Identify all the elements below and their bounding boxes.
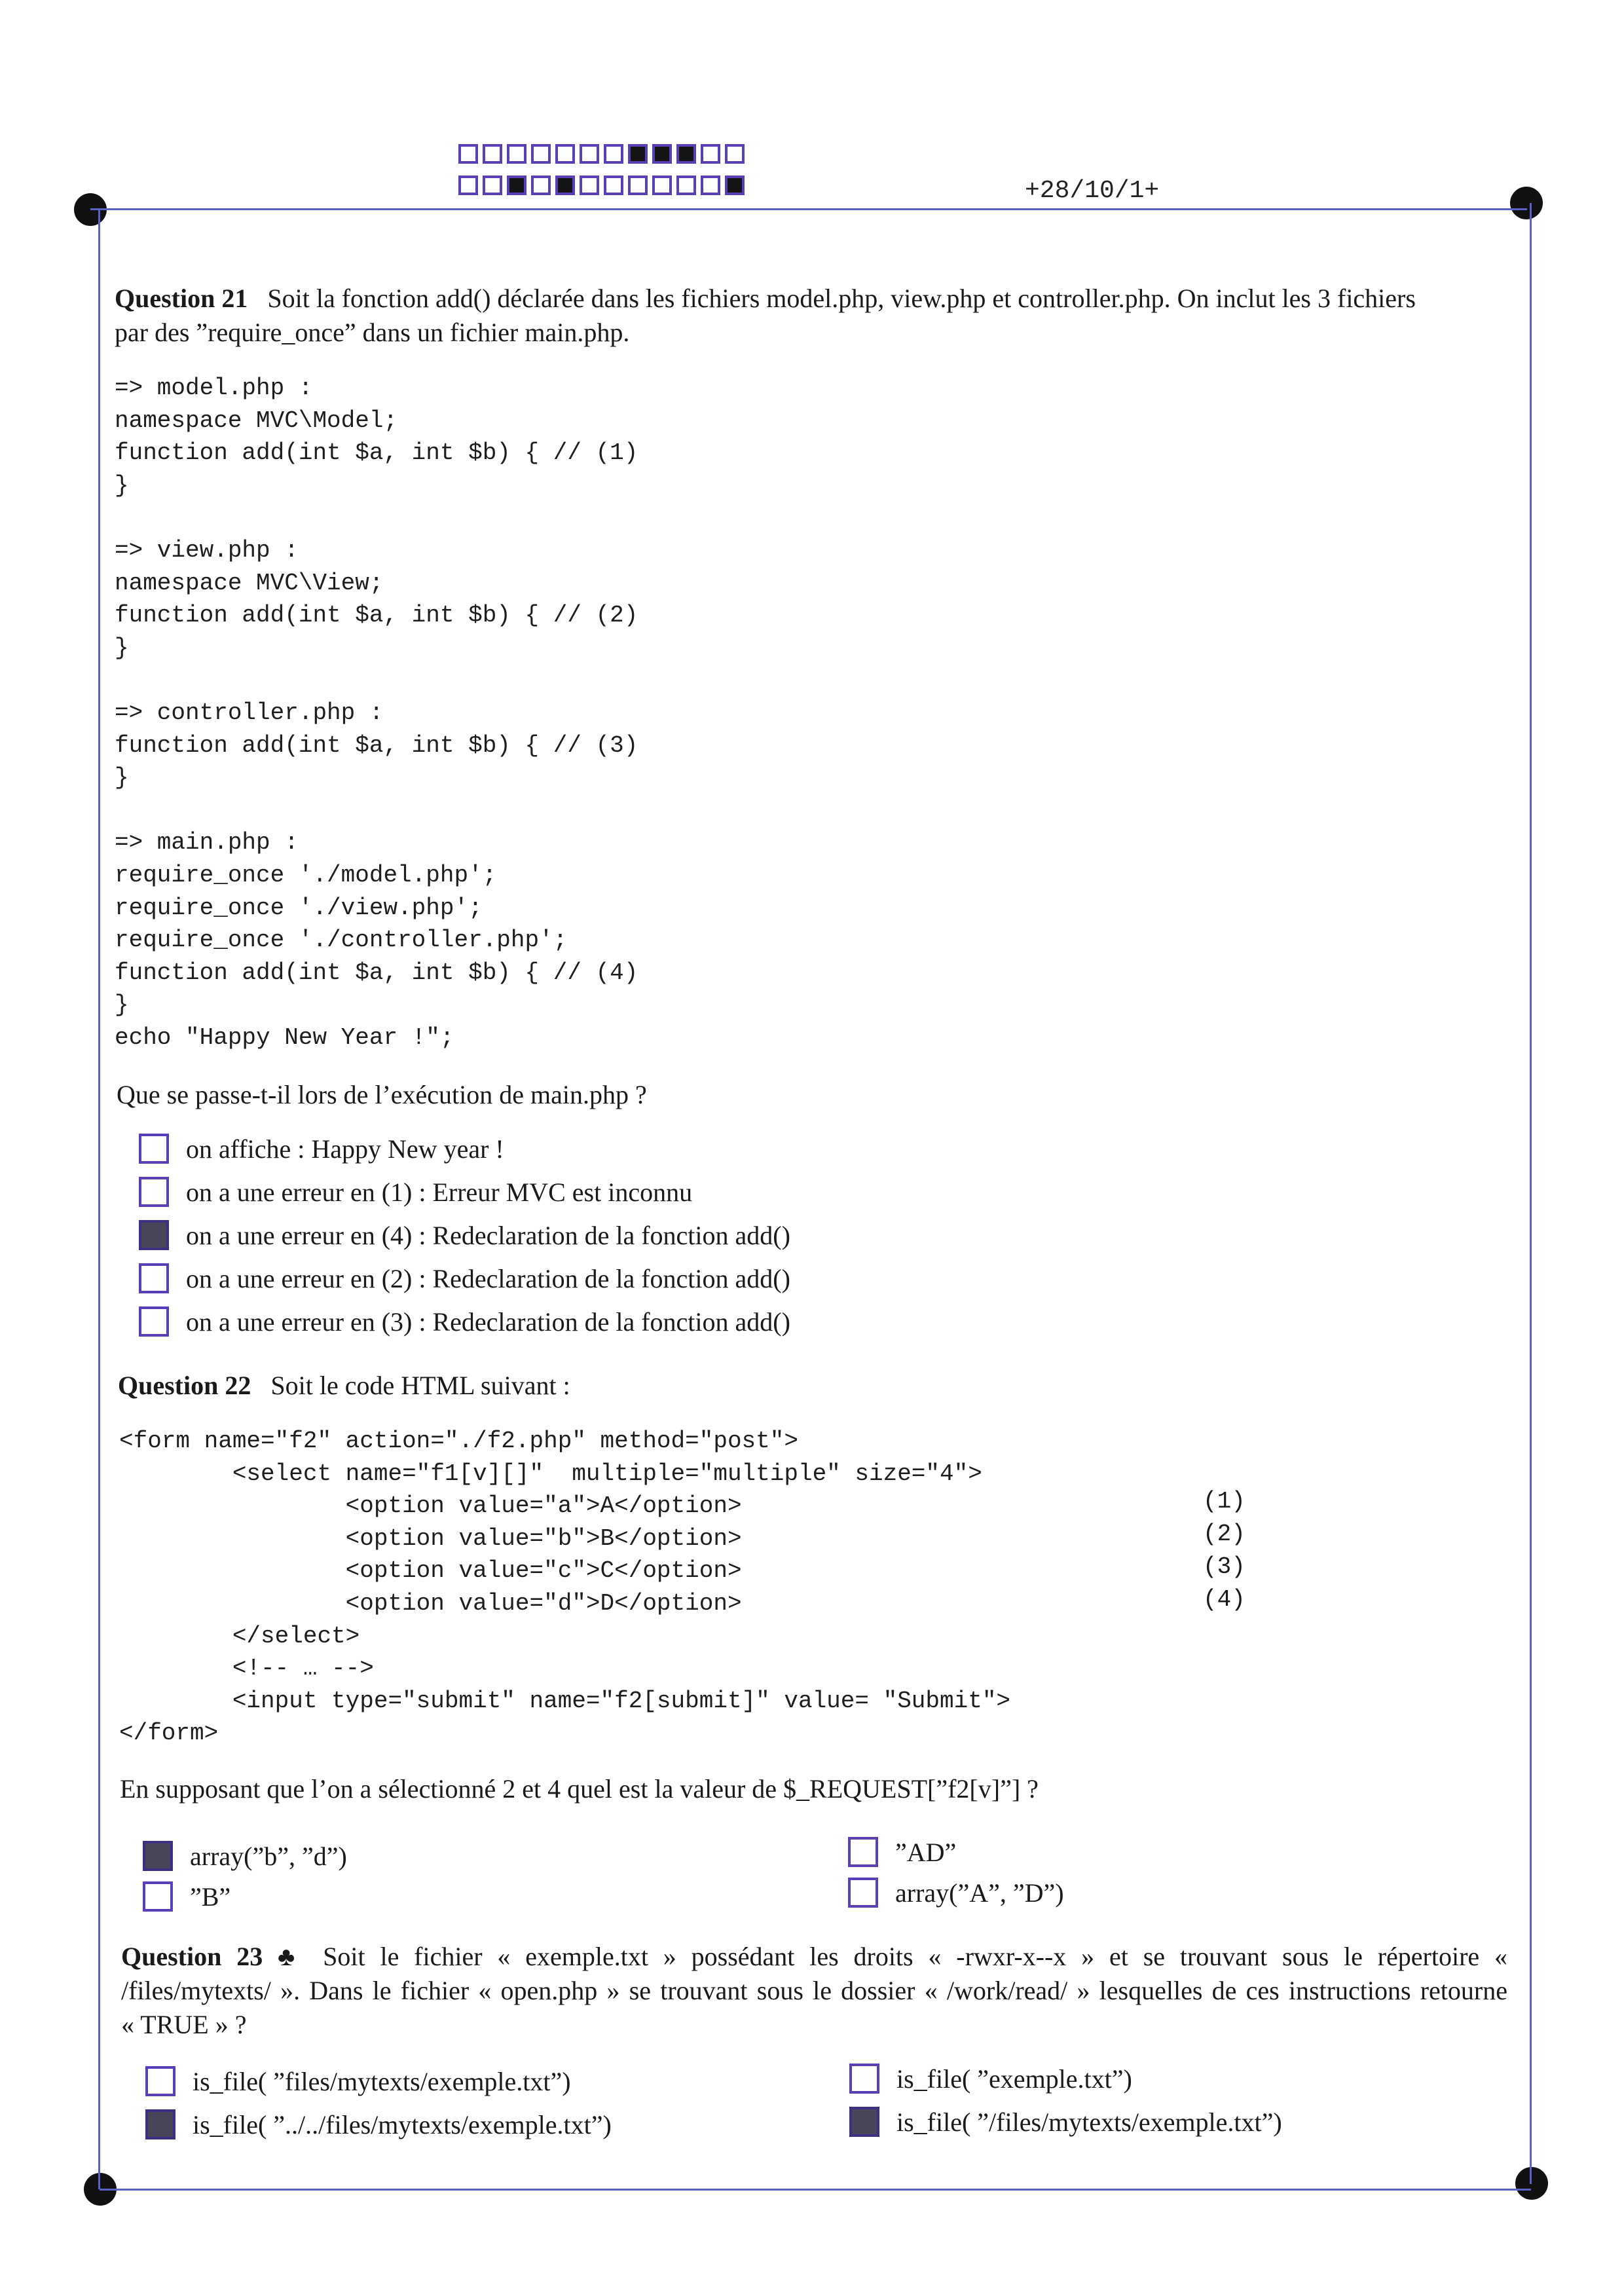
binary-id-row-2 bbox=[458, 176, 749, 195]
q22-choice[interactable] bbox=[848, 1874, 1064, 1911]
binary-row-1-bit bbox=[725, 144, 745, 164]
q21-checkbox[interactable] bbox=[139, 1263, 169, 1293]
q22-choice[interactable] bbox=[143, 1878, 231, 1915]
q22-code-block bbox=[119, 1425, 1010, 1750]
q22-title: Question 22 bbox=[118, 1371, 251, 1400]
q21-code-line: => model.php : bbox=[115, 375, 313, 401]
q22-code-line: <option value="b">B</option> bbox=[119, 1525, 742, 1552]
binary-row-2-bit bbox=[628, 176, 648, 195]
binary-row-2-bit bbox=[676, 176, 696, 195]
q22-intro bbox=[118, 1369, 570, 1403]
q21-intro bbox=[115, 282, 1500, 316]
q22-code-line: </form> bbox=[119, 1720, 219, 1747]
q22-line-number: (3) bbox=[1203, 1553, 1246, 1580]
binary-row-1-bit bbox=[604, 144, 623, 164]
binary-row-2-bit bbox=[701, 176, 720, 195]
q23-choice[interactable] bbox=[145, 2063, 571, 2100]
binary-row-2-bit bbox=[531, 176, 551, 195]
frame-right bbox=[1530, 203, 1532, 2184]
q22-code-line: <!-- … --> bbox=[119, 1655, 374, 1682]
binary-row-2-bit bbox=[725, 176, 745, 195]
q22-choice-label: ”AD” bbox=[895, 1837, 957, 1867]
q21-prompt: Que se passe-t-il lors de l’exécution de main.php ? bbox=[117, 1080, 647, 1109]
binary-row-2-bit bbox=[652, 176, 672, 195]
q21-code-line: } bbox=[115, 472, 129, 499]
binary-row-1-bit bbox=[458, 144, 478, 164]
frame-bottom bbox=[100, 2189, 1531, 2191]
q22-choice-label: array(”A”, ”D”) bbox=[895, 1878, 1064, 1908]
q21-code-line: namespace MVC\View; bbox=[115, 569, 384, 597]
binary-row-1-bit bbox=[676, 144, 696, 164]
q21-code-line: require_once './model.php'; bbox=[115, 861, 497, 889]
q22-checkbox[interactable] bbox=[848, 1837, 878, 1867]
binary-row-1-bit bbox=[531, 144, 551, 164]
q22-choice-label: ”B” bbox=[190, 1881, 231, 1912]
q21-code-block bbox=[115, 372, 638, 1054]
q22-code-line: <form name="f2" action="./f2.php" method="post"> bbox=[119, 1428, 798, 1454]
binary-row-1-bit bbox=[628, 144, 648, 164]
q22-choice[interactable] bbox=[143, 1838, 347, 1874]
binary-row-2-bit bbox=[580, 176, 599, 195]
q21-choice-label: on a une erreur en (3) : Redeclaration de la fonction add() bbox=[186, 1306, 790, 1337]
q23-club-icon: ♣ bbox=[269, 1942, 304, 1971]
q21-code-line: require_once './controller.php'; bbox=[115, 927, 568, 954]
q21-choice[interactable] bbox=[139, 1130, 504, 1167]
q23-choice-label: is_file( ”files/mytexts/exemple.txt”) bbox=[193, 2066, 571, 2096]
q21-choice[interactable] bbox=[139, 1260, 790, 1297]
q23-intro bbox=[121, 1940, 1507, 2042]
q21-code-line: } bbox=[115, 991, 129, 1019]
q22-choice[interactable] bbox=[848, 1834, 956, 1870]
sheet-id: +28/10/1+ bbox=[1025, 177, 1160, 205]
q21-choice[interactable] bbox=[139, 1217, 790, 1253]
q22-choice-label: array(”b”, ”d”) bbox=[190, 1841, 347, 1871]
q21-code-line: function add(int $a, int $b) { // (4) bbox=[115, 959, 638, 986]
q23-choice[interactable] bbox=[145, 2106, 612, 2143]
q22-checkbox[interactable] bbox=[143, 1841, 173, 1871]
q23-choice-label: is_file( ”/files/mytexts/exemple.txt”) bbox=[896, 2107, 1282, 2137]
q22-code-line: <option value="a">A</option> bbox=[119, 1492, 742, 1520]
q22-line-numbers bbox=[1203, 1485, 1246, 1616]
q21-code-line: } bbox=[115, 634, 129, 661]
binary-row-2-bit bbox=[507, 176, 526, 195]
q23-intro-line2: /files/mytexts/ ». Dans le fichier « open.php » se trouvant sous le dossier « /work/read/ » lesquelles de ces instructions retourne bbox=[121, 1976, 1507, 2005]
q21-code-line: function add(int $a, int $b) { // (3) bbox=[115, 731, 638, 759]
q21-choice[interactable] bbox=[139, 1303, 790, 1340]
q23-choice[interactable] bbox=[849, 2060, 1132, 2097]
binary-row-1-bit bbox=[701, 144, 720, 164]
q21-code-line: echo "Happy New Year !"; bbox=[115, 1024, 454, 1051]
q21-code-line bbox=[115, 794, 638, 827]
q21-title: Question 21 bbox=[115, 284, 248, 313]
q21-code-line: => controller.php : bbox=[115, 699, 384, 726]
q22-checkbox[interactable] bbox=[143, 1881, 173, 1912]
q23-checkbox[interactable] bbox=[849, 2107, 879, 2137]
q21-code-line: => view.php : bbox=[115, 536, 299, 564]
corner-mark-bottom-right bbox=[1515, 2167, 1548, 2200]
q23-checkbox[interactable] bbox=[145, 2109, 175, 2139]
q22-checkbox[interactable] bbox=[848, 1878, 878, 1908]
binary-row-2-bit bbox=[555, 176, 575, 195]
q21-code-line: => main.php : bbox=[115, 829, 299, 857]
q23-choice[interactable] bbox=[849, 2103, 1282, 2140]
q22-code-line: <option value="d">D</option> bbox=[119, 1589, 742, 1617]
q22-code-line: <select name="f1[v][]" multiple="multiple" size="4"> bbox=[119, 1460, 982, 1487]
q21-choice[interactable] bbox=[139, 1174, 692, 1210]
q22-code-line: </select> bbox=[119, 1622, 360, 1650]
q22-line-number: (4) bbox=[1203, 1586, 1246, 1613]
q21-code-line: require_once './view.php'; bbox=[115, 894, 483, 921]
q22-prompt: En supposant que l’on a sélectionné 2 et 4 quel est la valeur de $_REQUEST[”f2[v]”] ? bbox=[120, 1774, 1039, 1804]
q22-intro-text: Soit le code HTML suivant : bbox=[270, 1371, 570, 1400]
q22-line-number: (2) bbox=[1203, 1521, 1246, 1547]
binary-row-2-bit bbox=[483, 176, 502, 195]
q23-choice-label: is_file( ”../../files/mytexts/exemple.txt”) bbox=[193, 2109, 612, 2139]
corner-mark-top-right bbox=[1510, 187, 1543, 219]
q23-choice-label: is_file( ”exemple.txt”) bbox=[896, 2064, 1132, 2094]
q21-checkbox[interactable] bbox=[139, 1177, 169, 1207]
q21-choice-label: on a une erreur en (2) : Redeclaration de la fonction add() bbox=[186, 1263, 790, 1293]
q21-code-line: function add(int $a, int $b) { // (2) bbox=[115, 602, 638, 629]
q22-code-line: <input type="submit" name="f2[submit]" value= "Submit"> bbox=[119, 1687, 1011, 1714]
q21-code-line: } bbox=[115, 764, 129, 792]
q21-choice-label: on affiche : Happy New year ! bbox=[186, 1134, 504, 1164]
frame-left bbox=[98, 210, 100, 2189]
q21-intro-line2: par des ”require_once” dans un fichier main.php. bbox=[115, 318, 630, 347]
q21-code-line bbox=[115, 502, 638, 534]
q21-intro-line1: Soit la fonction add() déclarée dans les fichiers model.php, view.php et controller.php. On inclut les 3 fichiers bbox=[267, 284, 1416, 313]
q21-code-line: namespace MVC\Model; bbox=[115, 407, 398, 434]
q23-checkbox[interactable] bbox=[849, 2064, 879, 2094]
q22-code-line: <option value="c">C</option> bbox=[119, 1557, 742, 1585]
q21-code-line bbox=[115, 664, 638, 697]
q23-intro-line3: « TRUE » ? bbox=[121, 2010, 247, 2039]
q22-line-number: (1) bbox=[1203, 1488, 1246, 1515]
binary-row-2-bit bbox=[458, 176, 478, 195]
frame-top bbox=[90, 208, 1527, 210]
q21-checkbox[interactable] bbox=[139, 1134, 169, 1164]
q21-choice-label: on a une erreur en (1) : Erreur MVC est inconnu bbox=[186, 1177, 693, 1207]
q21-checkbox[interactable] bbox=[139, 1306, 169, 1337]
binary-row-1-bit bbox=[555, 144, 575, 164]
binary-row-1-bit bbox=[580, 144, 599, 164]
binary-row-1-bit bbox=[652, 144, 672, 164]
binary-row-2-bit bbox=[604, 176, 623, 195]
binary-id-row-1 bbox=[458, 144, 749, 164]
binary-row-1-bit bbox=[507, 144, 526, 164]
q21-checkbox[interactable] bbox=[139, 1220, 169, 1250]
binary-row-1-bit bbox=[483, 144, 502, 164]
q23-intro-line1: Soit le fichier « exemple.txt » possédant les droits « -rwxr-x--x » et se trouvant sous le répertoire « bbox=[323, 1942, 1507, 1971]
q23-checkbox[interactable] bbox=[145, 2066, 175, 2096]
q21-choice-label: on a une erreur en (4) : Redeclaration de la fonction add() bbox=[186, 1220, 790, 1250]
q21-code-line: function add(int $a, int $b) { // (1) bbox=[115, 439, 638, 467]
q23-title: Question 23 bbox=[121, 1942, 263, 1971]
